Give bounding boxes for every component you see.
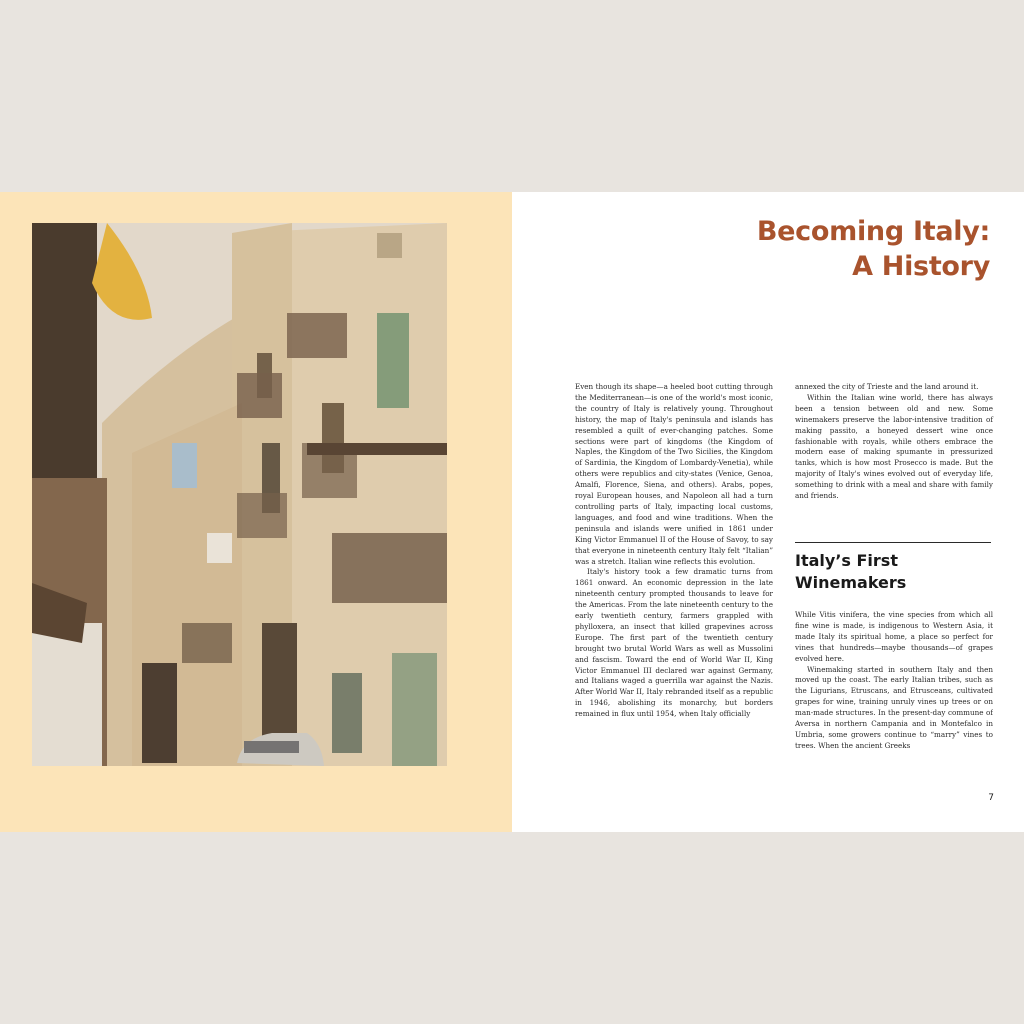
paragraph: Within the Italian wine world, there has always been a tension between old and new. Some winemakers preserve the labor-intensive tradition of making passito, a honeyed dessert wine once fashionable with royals, while others embrace the modern ease of making spumante in pressurized tanks, which is how most Prosecco is made. But the majority of Italy's wines evolved out of everyday life, something to drink with a meal and share with family and friends. [795, 392, 993, 501]
paragraph: annexed the city of Trieste and the land around it. [795, 382, 979, 391]
chapter-title [590, 214, 990, 284]
chapter-title-line-2: A History [852, 251, 990, 282]
paragraph: While Vitis vinifera, the vine species from which all fine wine is made, is indigenous to Western Asia, it made Italy its spiritual home, a place so perfect for vines that hundreds—maybe thousands—of grapes evolved here. [795, 610, 993, 663]
paragraph: Italy's history took a few dramatic turns from 1861 onward. An economic depression in the late nineteenth century prompted thousands to leave for the Americas. From the late nineteenth century to the early twentieth century, farmers grappled with phylloxera, an insect that killed grapevines across Europe. The first part of the twentieth century brought two brutal World Wars as well as Mussolini and fascism. Toward the end of World War II, King Victor Emmanuel III declared war against Germany, and Italians waged a guerrilla war against the Nazis. After World War II, Italy rebranded itself as a republic in 1946, abolishing its monarchy, but borders remained in flux until 1954, when Italy officially [575, 567, 773, 719]
paragraph: Winemaking started in southern Italy and then moved up the coast. The early Italian tribes, such as the Ligurians, Etruscans, and Etrusceans, cultivated grapes for wine, training unruly vines up trees or on man-made structures. In the present-day commune of Aversa in northern Campania and in Montefalco in Umbria, some growers continue to “marry” vines to trees. When the ancient Greeks [795, 664, 993, 750]
section-divider [795, 542, 991, 543]
book-spread [0, 192, 1024, 832]
section-heading [795, 550, 995, 594]
left-page [0, 192, 512, 832]
page-number: 7 [988, 793, 994, 803]
street-photo [32, 223, 447, 766]
body-column-right-lower [795, 610, 993, 774]
body-column-right [795, 382, 993, 502]
body-column-left [575, 382, 773, 774]
section-heading-line-2: Winemakers [795, 573, 907, 592]
chapter-title-line-1: Becoming Italy: [756, 216, 990, 247]
right-page [512, 192, 1024, 832]
section-heading-line-1: Italy’s First [795, 551, 898, 570]
paragraph: Even though its shape—a heeled boot cutting through the Mediterranean—is one of the world's most iconic, the country of Italy is relatively young. Throughout history, the map of Italy's peninsula and islands has resembled a quilt of ever-changing patches. Some sections were part of kingdoms (the Kingdom of Naples, the Kingdom of the Two Sicilies, the Kingdom of Sardinia, the Kingdom of Lombardy-Venetia), while others were republics and city-states (Venice, Genoa, Amalfi, Florence, Siena, and others). Arabs, popes, royal European houses, and Napoleon all had a turn controlling parts of Italy, impacting local customs, languages, and food and wine traditions. When the peninsula and islands were unified in 1861 under King Victor Emmanuel II of the House of Savoy, to say that everyone in nineteenth century Italy felt “Italian” was a stretch. Italian wine reflects this evolution. [575, 382, 773, 566]
street-photo-illustration [32, 223, 447, 766]
